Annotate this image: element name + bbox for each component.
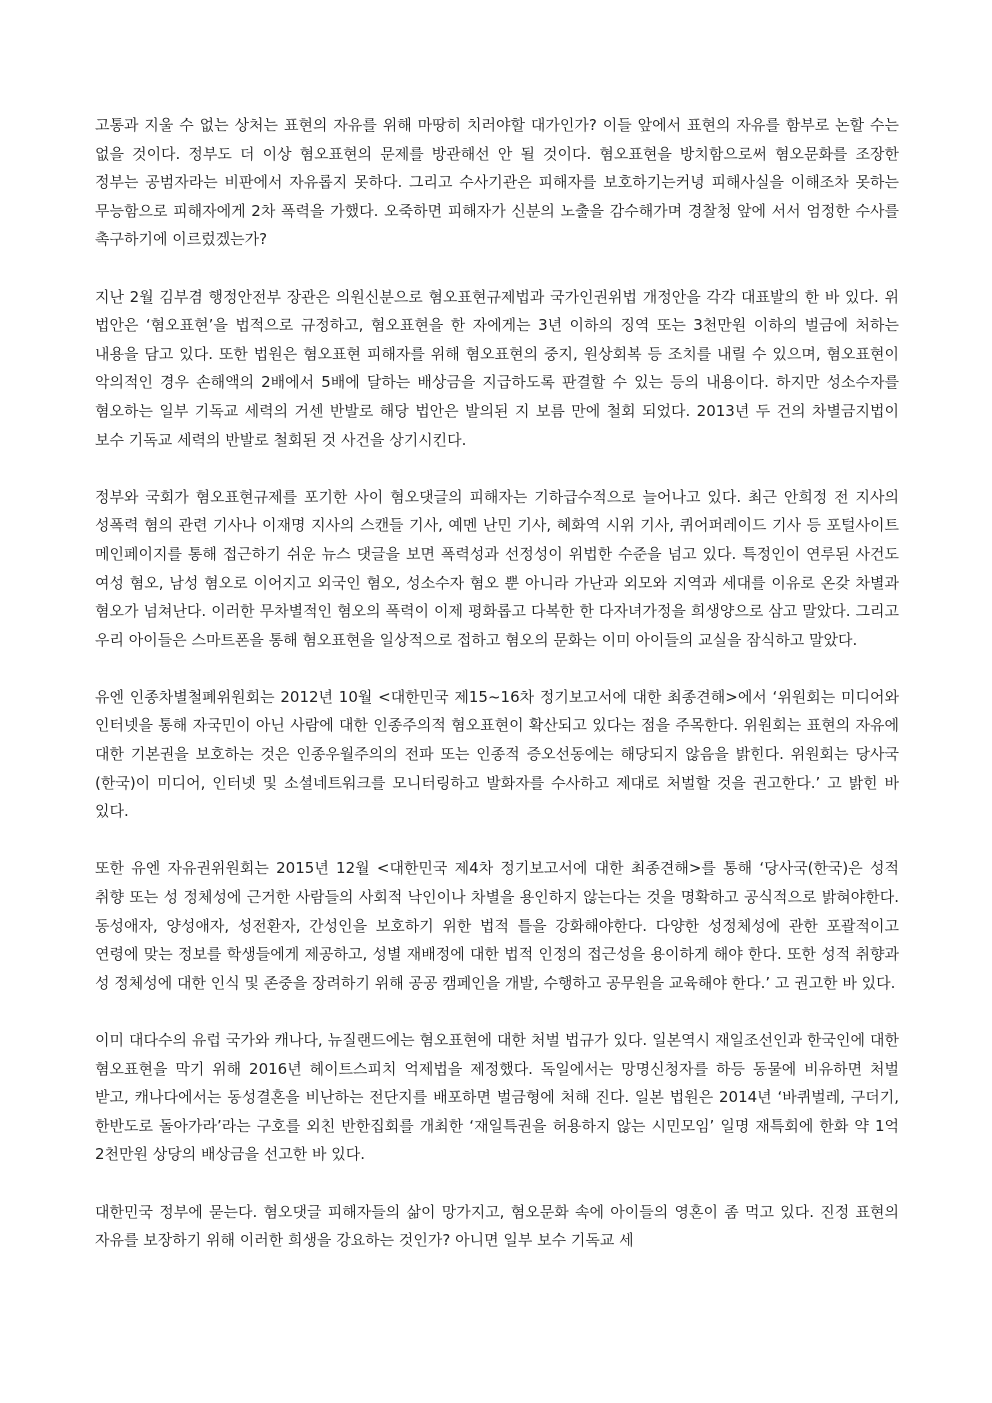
paragraph-5: 또한 유엔 자유권위원회는 2015년 12월 <대한민국 제4차 정기보고서에 대한 최종견해>를 통해 ‘당사국(한국)은 성적 취향 또는 성 정체성에 근거한 사람들의 사회적 낙인이나 차별을 용인하지 않는다는 것을 명확하고 공식적으로 밝혀야한다. 동성애자, 양성애자, 성전환자, 간성인을 보호하기 위한 법적 틀을 강화해야한다. 다양한 성정체성에 관한 포괄적이고 연령에 맞는 정보를 학생들에게 제공하고, 성별 재배정에 대한 법적 인정의 접근성을 용이하게 해야 한다. 또한 성적 취향과 성 정체성에 대한 인식 및 존중을 장려하기 위해 공공 캠페인을 개발, 수행하고 공무원을 교육해야 한다.’ 고 권고한 바 있다. [95,859,899,992]
paragraph-6: 이미 대다수의 유럽 국가와 캐나다, 뉴질랜드에는 혐오표현에 대한 처벌 법규가 있다. 일본역시 재일조선인과 한국인에 대한 혐오표현을 막기 위해 2016년 헤이트스피치 억제법을 제정했다. 독일에서는 망명신청자를 하등 동물에 비유하면 처벌 받고, 캐나다에서는 동성결혼을 비난하는 전단지를 배포하면 벌금형에 처해 진다. 일본 법원은 2014년 ‘바퀴벌레, 구더기, 한반도로 돌아가라’라는 구호를 외친 반한집회를 개최한 ‘재일특권을 허용하지 않는 시민모임’ 일명 재특회에 한화 약 1억 2천만원 상당의 배상금을 선고한 바 있다. [95,1031,899,1164]
paragraph-3: 정부와 국회가 혐오표현규제를 포기한 사이 혐오댓글의 피해자는 기하급수적으로 늘어나고 있다. 최근 안희정 전 지사의 성폭력 혐의 관련 기사나 이재명 지사의 스캔들 기사, 예멘 난민 기사, 혜화역 시위 기사, 퀴어퍼레이드 기사 등 포털사이트 메인페이지를 통해 접근하기 쉬운 뉴스 댓글을 보면 폭력성과 선정성이 위법한 수준을 넘고 있다. 특정인이 연루된 사건도 여성 혐오, 남성 혐오로 이어지고 외국인 혐오, 성소수자 혐오 뿐 아니라 가난과 외모와 지역과 세대를 이유로 온갖 차별과 혐오가 넘쳐난다. 이러한 무차별적인 혐오의 폭력이 이제 평화롭고 다복한 한 다자녀가정을 희생양으로 삼고 말았다. 그리고 우리 아이들은 스마트폰을 통해 혐오표현을 일상적으로 접하고 혐오의 문화는 이미 아이들의 교실을 잠식하고 말았다. [95,487,899,649]
paragraph-2: 지난 2월 김부겸 행정안전부 장관은 의원신분으로 혐오표현규제법과 국가인권위법 개정안을 각각 대표발의 한 바 있다. 위 법안은 ‘혐오표현’을 법적으로 규정하고, 혐오표현을 한 자에게는 3년 이하의 징역 또는 3천만원 이하의 벌금에 처하는 내용을 담고 있다. 또한 법원은 혐오표현 피해자를 위해 혐오표현의 중지, 원상회복 등 조치를 내릴 수 있으며, 혐오표현이 악의적인 경우 손해액의 2배에서 5배에 달하는 배상금을 지급하도록 판결할 수 있는 등의 내용이다. 하지만 성소수자를 혐오하는 일부 기독교 세력의 거센 반발로 해당 법안은 발의된 지 보름 만에 철회 되었다. 2013년 두 건의 차별금지법이 보수 기독교 세력의 반발로 철회된 것 사건을 상기시킨다. [95,287,899,449]
paragraph-4: 유엔 인종차별철폐위원회는 2012년 10월 <대한민국 제15~16차 정기보고서에 대한 최종견해>에서 ‘위원회는 미디어와 인터넷을 통해 자국민이 아닌 사람에 대한 인종주의적 혐오표현이 확산되고 있다는 점을 주목한다. 위원회는 표현의 자유에 대한 기본권을 보호하는 것은 인종우월주의의 전파 또는 인종적 증오선동에는 해당되지 않음을 밝힌다. 위원회는 당사국(한국)이 미디어, 인터넷 및 소셜네트워크를 모니터링하고 발화자를 수사하고 제대로 처벌할 것을 권고한다.’ 고 밝힌 바 있다. [95,687,899,821]
paragraph-1: 고통과 지울 수 없는 상처는 표현의 자유를 위해 마땅히 치러야할 대가인가? 이들 앞에서 표현의 자유를 함부로 논할 수는 없을 것이다. 정부도 더 이상 혐오표현의 문제를 방관해선 안 될 것이다. 혐오표현을 방치함으로써 혐오문화를 조장한 정부는 공범자라는 비판에서 자유롭지 못하다. 그리고 수사기관은 피해자를 보호하기는커녕 피해사실을 이해조차 못하는 무능함으로 피해자에게 2차 폭력을 가했다. 오죽하면 피해자가 신분의 노출을 감수해가며 경찰청 앞에 서서 엄정한 수사를 촉구하기에 이르렀겠는가? [95,116,899,249]
paragraph-7: 대한민국 정부에 묻는다. 혐오댓글 피해자들의 삶이 망가지고, 혐오문화 속에 아이들의 영혼이 좀 먹고 있다. 진정 표현의 자유를 보장하기 위해 이러한 희생을 강요하는 것인가? 아니면 일부 보수 기독교 세 [95,1202,899,1250]
document-page [95,111,899,1255]
